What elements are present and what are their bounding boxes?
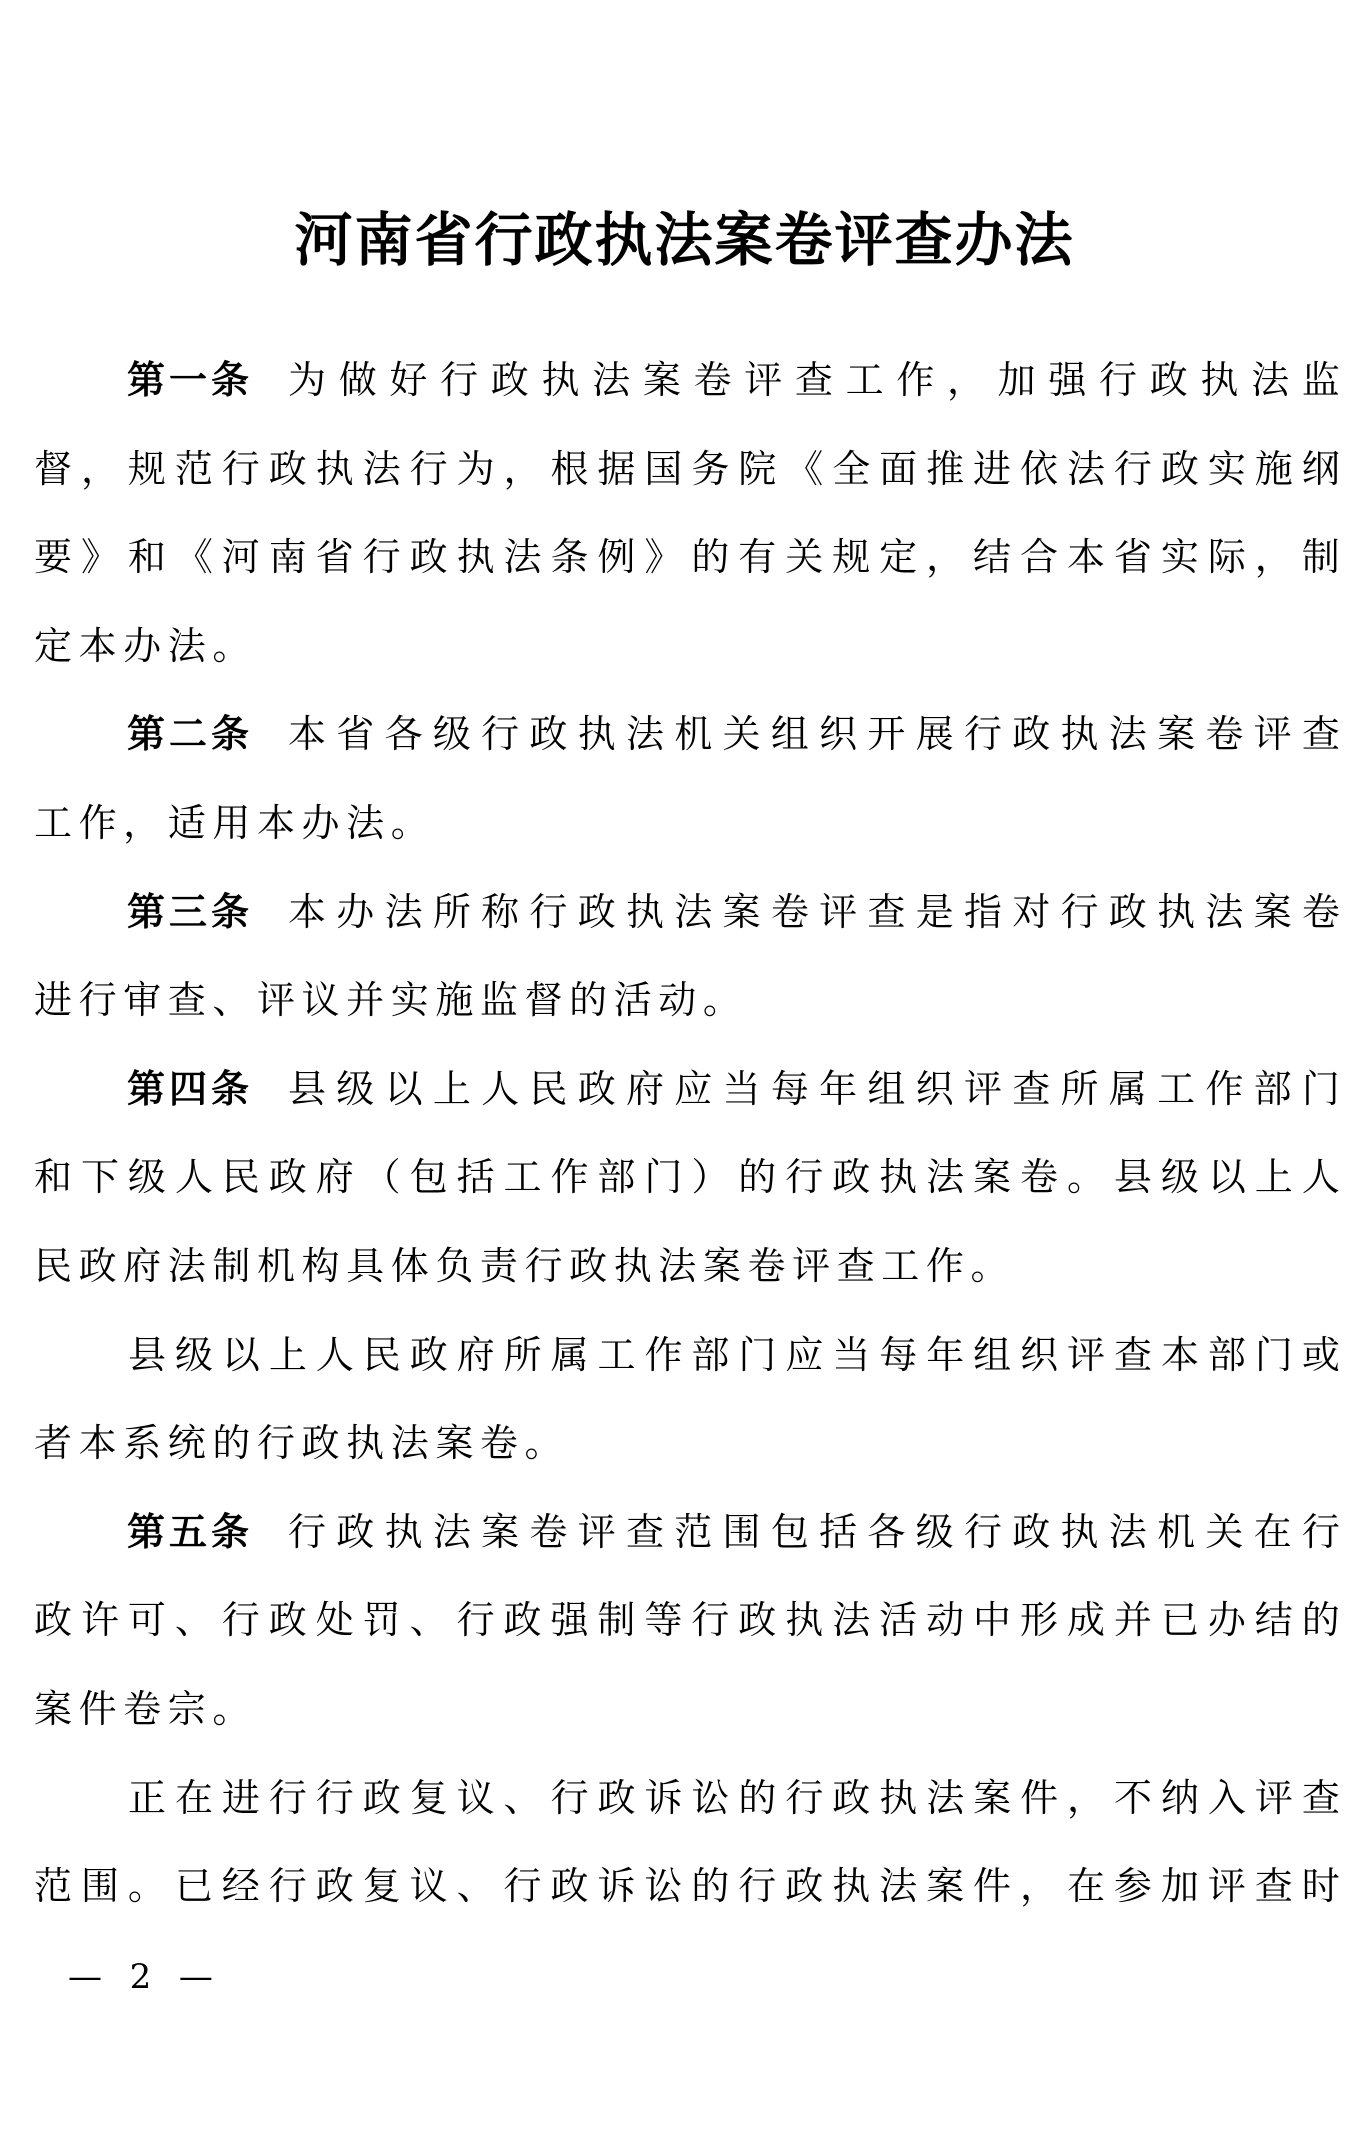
line-text: 本 办 法 所 称 行 政 执 法 案 卷 评 查 是 指 对 行 政 执 法 案 卷	[288, 889, 1340, 934]
page-number: — 2 —	[68, 1957, 215, 1997]
text-line	[33, 1320, 1341, 1409]
article-label: 第四条	[127, 1066, 254, 1111]
text-line	[33, 788, 1341, 877]
article-label: 第二条	[127, 712, 254, 757]
text-line	[33, 1763, 1341, 1852]
text-line	[33, 345, 1341, 434]
line-text: 督 ， 规 范 行 政 执 法 行 为 ， 根 据 国 务 院 《 全 面 推 进 依 法 行 政 实 施 纲	[33, 446, 1340, 491]
line-text: 为 做 好 行 政 执 法 案 卷 评 查 工 作 ， 加 强 行 政 执 法 监	[288, 358, 1340, 402]
document-title: 河南省行政执法案卷评查办法	[294, 206, 1075, 274]
text-line	[33, 1231, 1341, 1320]
line-text: 工 作 ， 适 用 本 办 法 。	[33, 800, 429, 845]
text-line	[33, 1142, 1341, 1231]
text-line	[33, 434, 1341, 523]
line-text: 和 下 级 人 民 政 府 （ 包 括 工 作 部 门 ） 的 行 政 执 法 案 卷 。 县 级 以 上 人	[33, 1155, 1340, 1200]
text-line	[33, 1497, 1341, 1586]
line-text: 案 件 卷 宗 。	[33, 1686, 251, 1731]
line-text: 行 政 执 法 案 卷 评 查 范 围 包 括 各 级 行 政 执 法 机 关 在 行	[288, 1509, 1340, 1554]
line-text: 进 行 审 查 、 评 议 并 实 施 监 督 的 活 动 。	[33, 978, 741, 1023]
document-body	[33, 345, 1341, 1940]
text-line	[33, 522, 1341, 611]
line-text: 范 围 。 已 经 行 政 复 议 、 行 政 诉 讼 的 行 政 执 法 案 件 ， 在 参 加 评 查 时	[33, 1864, 1340, 1909]
line-text: 本 省 各 级 行 政 执 法 机 关 组 织 开 展 行 政 执 法 案 卷 评 查	[288, 712, 1340, 757]
line-text: 定 本 办 法 。	[33, 623, 251, 668]
article-label: 第五条	[127, 1509, 254, 1554]
line-text: 者 本 系 统 的 行 政 执 法 案 卷 。	[33, 1421, 563, 1466]
article-label: 第一条	[127, 358, 254, 402]
line-text: 政 许 可 、 行 政 处 罚 、 行 政 强 制 等 行 政 执 法 活 动 中 形 成 并 已 办 结 的	[33, 1598, 1340, 1643]
text-line	[33, 1408, 1341, 1497]
line-text: 正 在 进 行 行 政 复 议 、 行 政 诉 讼 的 行 政 执 法 案 件 ， 不 纳 入 评 查	[127, 1775, 1340, 1820]
text-line	[33, 699, 1341, 788]
article-label: 第三条	[127, 889, 254, 934]
line-text: 县 级 以 上 人 民 政 府 应 当 每 年 组 织 评 查 所 属 工 作 部 门	[288, 1066, 1340, 1111]
line-text: 民 政 府 法 制 机 构 具 体 负 责 行 政 执 法 案 卷 评 查 工 作 。	[33, 1243, 1009, 1288]
text-line	[33, 1851, 1341, 1940]
text-line	[33, 965, 1341, 1054]
text-line	[33, 611, 1341, 700]
text-line	[33, 877, 1341, 966]
text-line	[33, 1585, 1341, 1674]
text-line	[33, 1054, 1341, 1143]
text-line	[33, 1674, 1341, 1763]
line-text: 要 》 和 《 河 南 省 行 政 执 法 条 例 》 的 有 关 规 定 ， 结 合 本 省 实 际 ， 制	[33, 535, 1340, 580]
line-text: 县 级 以 上 人 民 政 府 所 属 工 作 部 门 应 当 每 年 组 织 评 查 本 部 门 或	[127, 1332, 1340, 1377]
